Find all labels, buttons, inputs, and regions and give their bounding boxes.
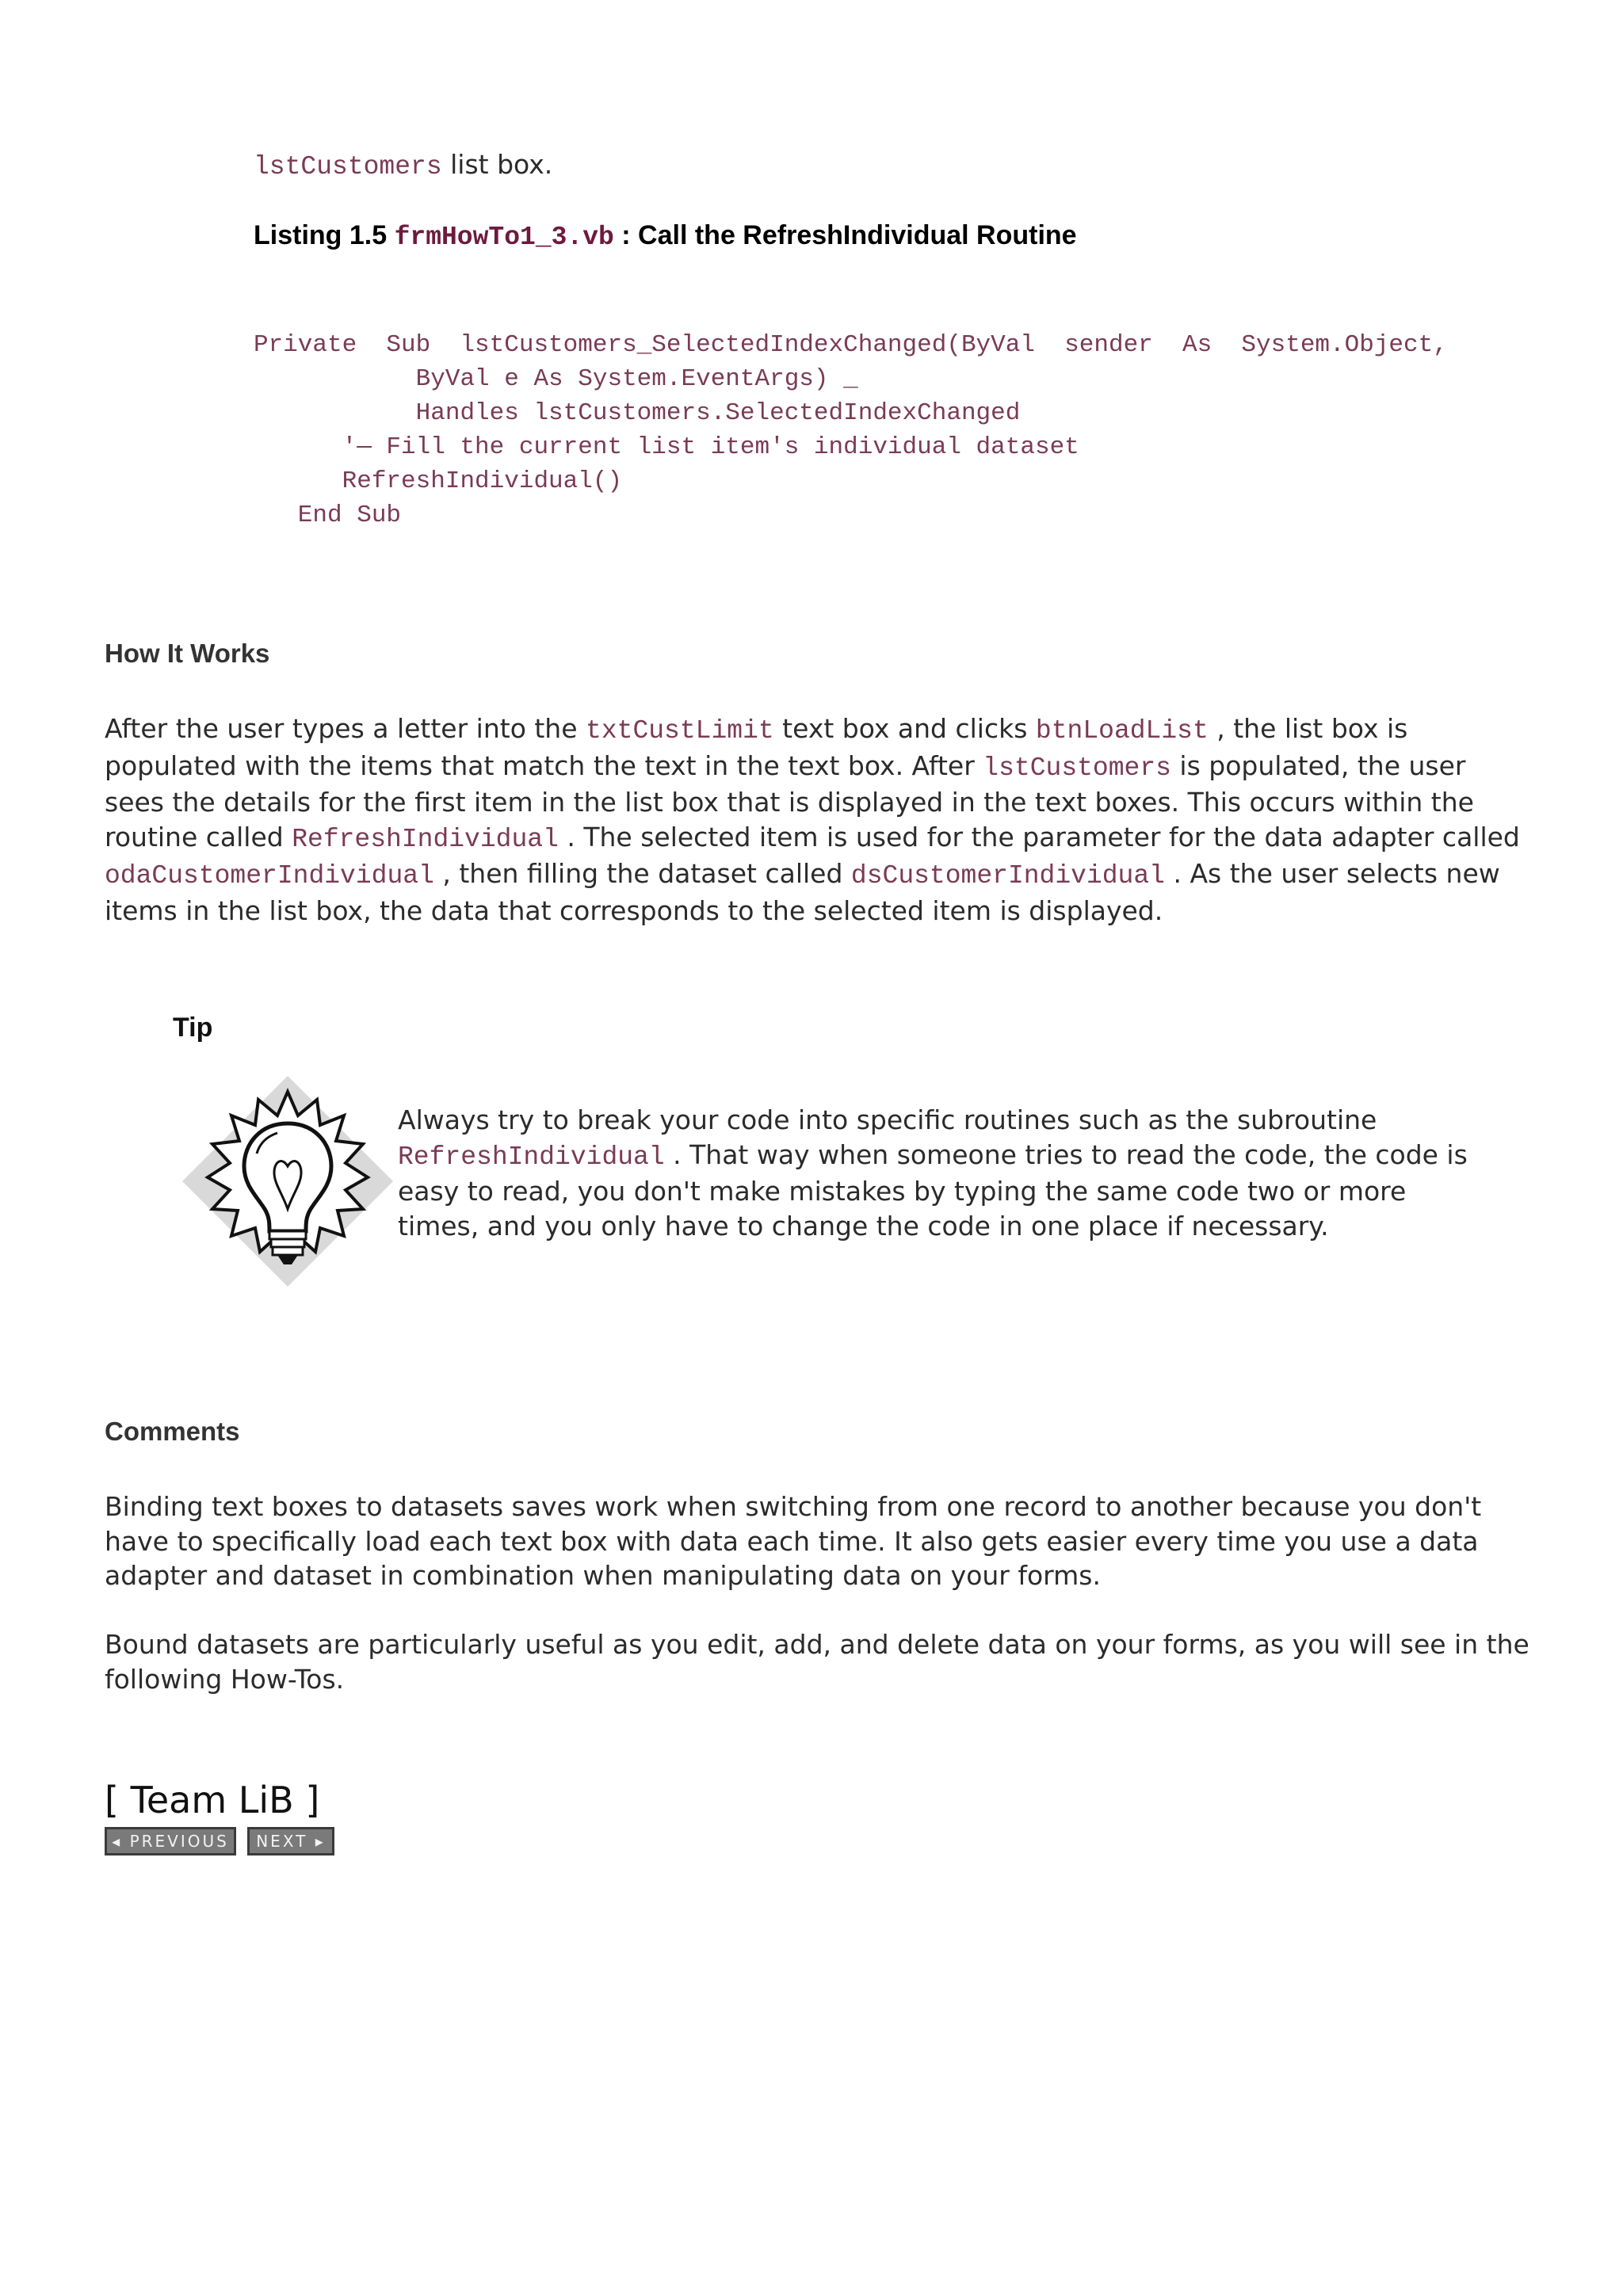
comments-paragraph-2: Bound datasets are particularly useful as you edit, add, and delete data on your forms, as you will see in the following How-Tos. (105, 1629, 1529, 1695)
listing-file: frmHowTo1_3.vb (394, 223, 614, 252)
code-line: ByVal e As System.EventArgs) _ (254, 365, 858, 393)
intro-line: lstCustomers list box. (254, 149, 553, 181)
comments-heading: Comments (105, 1417, 240, 1446)
previous-button[interactable]: ◂ PREVIOUS (105, 1827, 236, 1855)
code-line: Handles lstCustomers.SelectedIndexChanged (254, 399, 1021, 427)
tip-text: Always try to break your code into specific routines such as the subroutine RefreshIndividual . That way when someone tries to read the code, the code is easy to read, you don't make mistakes by typing the same code two or more times, and you only have to change the code in one place if necessary. (398, 1104, 1468, 1241)
tip-label: Tip (173, 1013, 213, 1043)
lightbulb-icon (181, 1074, 395, 1288)
code-line: End Sub (254, 502, 402, 529)
next-button[interactable]: NEXT ▸ (247, 1827, 334, 1855)
listing-title: Listing 1.5 frmHowTo1_3.vb : Call the RefreshIndividual Routine (254, 220, 1077, 252)
comments-paragraph-1: Binding text boxes to datasets saves work when switching from one record to another because you don't have to specifically load each text box with data each time. It also gets easier every time you use a data adapter and dataset in combination when manipulating data on your forms. (105, 1491, 1482, 1591)
how-it-works-paragraph: After the user types a letter into the txtCustLimit text box and clicks btnLoadList , the list box is populated with the items that match the text in the text box. After lstCustomers is populated, the user sees the details for the first item in the list box that is displayed in the text boxes. This occurs within the routine called RefreshIndividual . The selected item is used for the parameter for the data adapter called odaCustomerIndividual , then filling the dataset called dsCustomerIndividual . As the user selects new items in the list box, the data that corresponds to the selected item is displayed. (105, 713, 1520, 926)
team-lib-label: [ Team LiB ] (105, 1779, 320, 1821)
how-it-works-heading: How It Works (105, 639, 270, 668)
code-lstcustomers: lstCustomers (254, 152, 442, 181)
code-line: '— Fill the current list item's individual dataset (254, 433, 1079, 461)
code-line: RefreshIndividual() (254, 467, 623, 495)
code-block (254, 328, 1448, 532)
code-line: Private Sub lstCustomers_SelectedIndexChanged(ByVal sender As System.Object, (254, 331, 1448, 359)
